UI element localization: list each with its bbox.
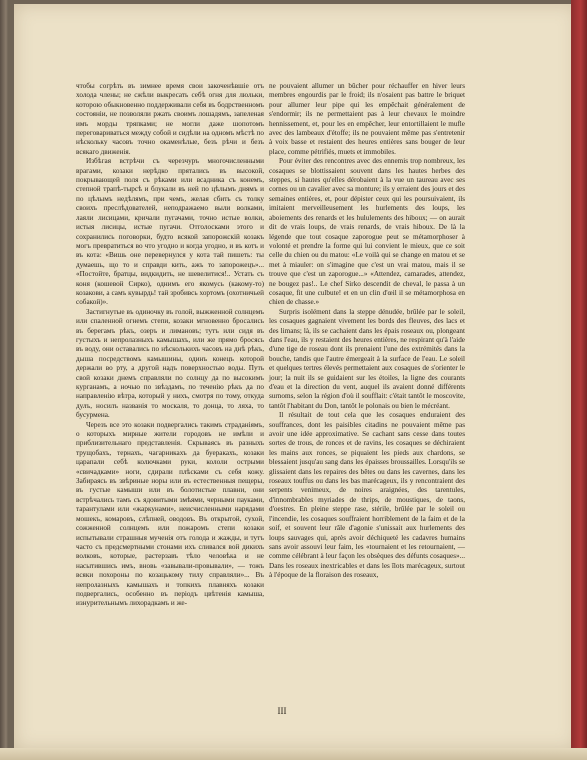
russian-text-column (76, 82, 264, 609)
binding-edge (571, 0, 587, 760)
paragraph: Il résultait de tout cela que les cosaques enduraient des souffrances, dont les paisibles citadins ne pouvaient même pas avoir une idée approximative. Se cachant sans cesse dans toutes sortes de trous, de ronces et de ravins, les cosaques se déchiraient les mains aux ronces, se piquaient les pieds aux chardons, se blessaient jusqu'au sang dans les épaisses broussailles. Lorsqu'ils se glissaient dans les repaires des bêtes ou dans les cavernes, dans les roseaux touffus ou dans les bas marécageux, ils y rencontraient des serpents venimeux, de noires araignées, des tarentules, d'innombrables myriades de thrips, de moustiques, de taons, d'oestres. En pleine steppe rase, stérile, brûlée par le soleil ou l'incendie, les cosaques souffraient horriblement de la faim et de la soif, et souvent leur râle d'agonie s'unissait aux hurlements des loups sauvages qui, après avoir déchiqueté les cadavres humains sans avoir assouvi leur faim, les «tournaient et les retournaient, — comme célébrant à leur façon les obsèques des défunts cosaques»... Dans les roseaux inextricables et dans les îlots marécageux, surtout à l'époque de la floraison des roseaux, (269, 411, 465, 580)
paragraph: Surpris isolément dans la steppe dénudée, brûlée par le soleil, les cosaques gagnaient vivement les bords des fleuves, des lacs et des limans; là, ils se cachaient dans les épais roseaux ou, plongeant dans l'eau, ils y restaient des heures entières, ne respirant qu'à l'aide d'une tige de roseau dont ils prenaient l'une des extrémités dans la bouche, tandis que l'autre émergeait à la surface de l'eau. Le soleil et quelques tertres élevés permettaient aux cosaques de s'orienter le jour; la nuit ils se guidaient sur les étoiles, la ligne des courants d'eau et la direction du vent, auquel ils avaient donné différents surnoms, selon la région d'où il soufflait: c'était tantôt le moscovite, tantôt l'habitant du Don, tantôt le polonais ou bien le mécréant. (269, 307, 465, 410)
paragraph: Pour éviter des rencontres avec des ennemis trop nombreux, les cosaques se blottissaient souvent dans les hautes herbes des steppes, si hautes qu'elles dérobaient à la vue un taureau avec ses cornes ou un cavalier avec sa monture; ils y erraient des jours et des semaines entières, et, pour dépister ceux qui les poursuivaient, ils imitaient merveilleusement les hurlements des loups, les aboiements des renards et les hululements des hiboux; — on aurait dit de vrais loups, de vrais renards, de vrais hiboux. De là la légende que tout cosaque zaporogue peut se métamorphoser à volonté et prendre la forme qui lui convient le mieux, que ce soit celle du chien ou du matou: «Le voilà qui se change en matou et se met à miauler: on s'imagine que c'est un vrai matou, mais il se trouve que c'est un zaporogue...» «Attendez, camarades, attendez, ne bougez pas!.. Le chef Sirko descendit de cheval, le passa à un cosaque, fit une culbute! et en un clin d'œil il se métamorphosa en chien de chasse.» (269, 157, 465, 307)
paragraph: Избѣгая встрѣчи съ черезчуръ многочисленными врагами, козаки нерѣдко прятались въ высокой, покрывающей поля съ рѣками или всадника съ конемъ, степной трапѣ-тырсѣ и блукали въ ней по цѣлымъ днямъ и по цѣлымъ недѣлямъ, при чемъ, желая сбить съ толку своихъ преслѣдователей, неподражаемо выли волками, лаяли лисицами, кричали пугачами, точно истые волки, истыя лисицы, истые пугачи. Отголосками этого и сохранились поговорки, будто всякой запорожскій козакъ могъ превратиться во что угодно и когда угодно, и въ котъ и въ кота: «Вишь оне перевернулся у кота тай пишеть: ты думаешь, що то и справди кить, ажъ то запорожецъ»... «Постойте, братцы, видкидить, не шевелитися!.. Устать съ коня (кошевой Сирко), однимъ его якомусь (какому-то) козакови, а самъ кувырдь! тай зробивсь хортомъ (охотничьей собакой)». (76, 157, 264, 307)
page-bottom-edge (0, 748, 587, 760)
paragraph: ne pouvaient allumer un bûcher pour réchauffer en hiver leurs membres engourdis par le froid; ils n'osaient pas battre le briquet pour allumer leur pipe qui les empêchait généralement de s'endormir; ils ne permettaient pas à leur chevaux le moindre hennissement, et, pour les en empêcher, leur entortillaient le mufle avec des lambeaux d'étoffe; ils ne pouvaient même pas s'entretenir à voix basse et restaient des heures entières sans bouger de leur place, comme pétrifiés, muets et immobiles. (269, 82, 465, 156)
paragraph: чтобы согрѣть въ зимнее время свои закоченѣвшіе отъ холода члены; не сжѣли выкресать себѣ огня для люльки, которою обыкновенно поддерживали себя въ бодрственномъ состояніи, не позволяли ржать своимъ лошадямъ, запеленая имъ морды тряпками; не могли даже шопотомъ переговариваться между собой и сидѣли на одномъ мѣстѣ по нѣскольку часовъ точно окаменѣлые, безъ рѣчи и безъ всякаго движенія. (76, 82, 264, 156)
paragraph: Застигнутые въ одиночку въ голой, выжженной солнцемъ или спаленной огнемъ степи, козаки мгновенно бросались въ берегамъ рѣкъ, озеръ и лимановъ; тутъ или сидя въ густыхъ и непролазныхъ камышахъ, или же прямо бросясь въ воду, они оставались по нѣсколькихъ часовъ на днѣ рѣкъ, дыша посредствомъ камышины, одинъ конецъ которой держали во рту, а другой надъ поверхностью воды. Путь свой козаки днемъ справляли по солнцу да по высокимъ курганамъ, а ночью по звѣздамъ, по теченію рѣкъ да по направленію вѣтра, который у нихъ, смотря по тому, откуда дулъ, носилъ названія то москаля, то донца, то ляха, то бусурмена. (76, 307, 264, 420)
paragraph: Черезъ все это козаки подвергались такимъ страданіямъ, о которыхъ мирные жители городовъ не имѣли и приблизительнаго представленія. Скрываясь въ разныхъ трущобахъ, тернахъ, чагарникахъ да буеракахъ, козаки царапали себѣ колючками руки, кололи острыми «свичадками» ноги, сдирали плѣсками съ себя кожу. Забираясь въ звѣриные норы или въ естественныя пещеры, въ густые камыши или въ болотистые плавни, они встрѣчались тамъ съ ядовитыми змѣями, черными пауками, тарантулами или «жаркунами», неисчисленными нарядами мошекъ, комаровъ, слѣпней, оводовъ. Въ открытой, сухой, сожженной солнцемъ или пожаромъ степи козаки испытывали страшныя мученія отъ голода и жажды, и тутъ часто съ предсмертными стонами ихъ сливался вой дикихъ волковъ, которые, растерзавъ тѣло человѣка и не насытившись имъ, вновь «завывали-провывали», — тожъ всяки похороны по козацькому тилу справляли»... Въ непролазныхъ камышахъ и топкихъ плавняхъ козаки подвергались, особенно въ періодъ цвѣтенія камыша, изнурительнымъ лихорадкамъ и же- (76, 420, 264, 608)
french-text-column (269, 82, 465, 581)
page-number: III (277, 706, 287, 716)
